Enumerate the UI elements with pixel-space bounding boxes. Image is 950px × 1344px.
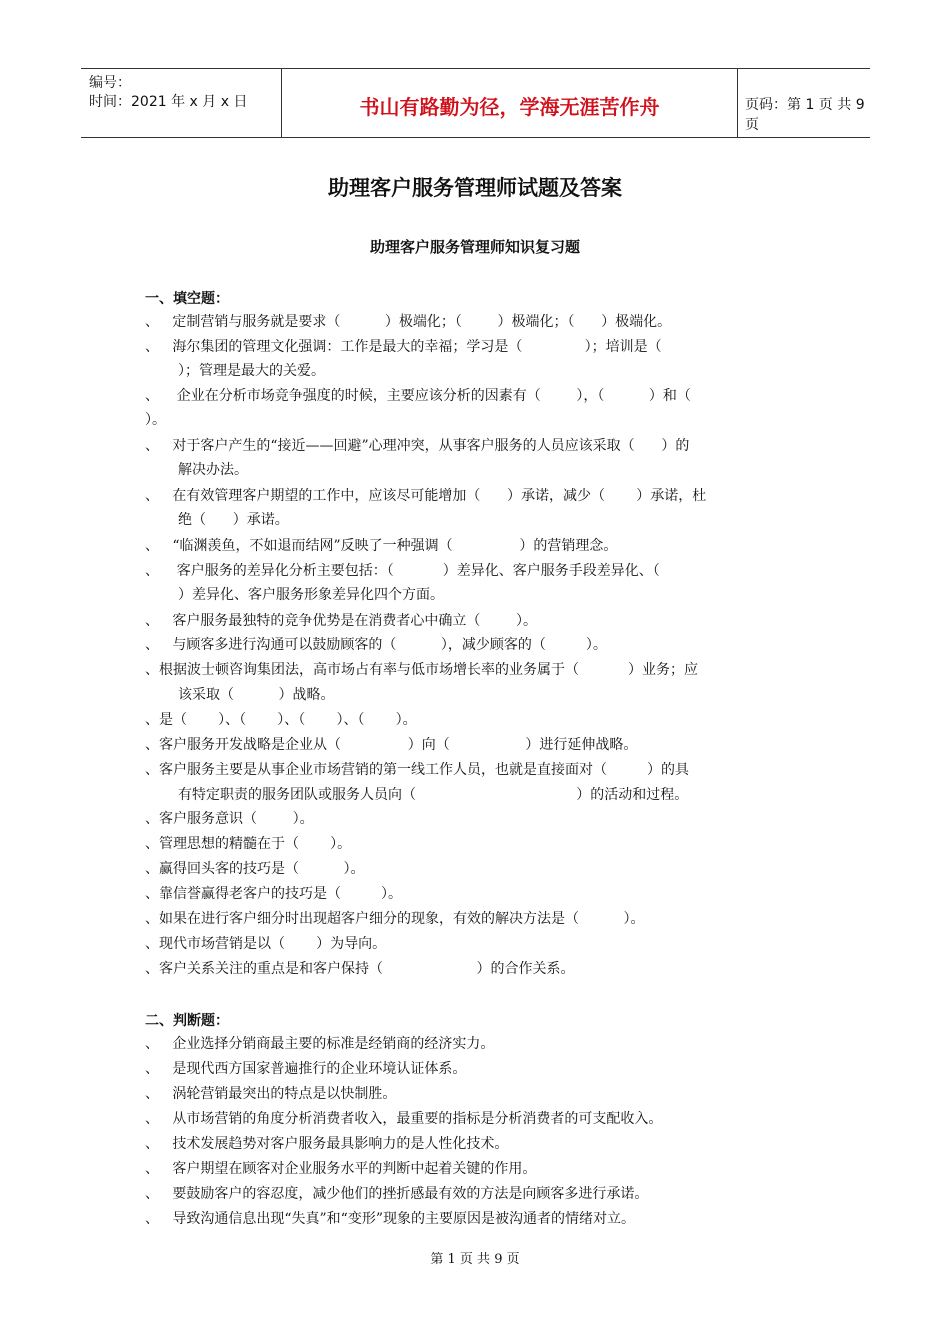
question-line-continued: 绝（ ）承诺。 xyxy=(178,512,289,528)
question-line: 、 定制营销与服务就是要求（ ）极端化；（ ）极端化；（ ）极端化。 xyxy=(145,314,672,330)
statement-line: 、 是现代西方国家普遍推行的企业环境认证体系。 xyxy=(145,1061,467,1077)
page-info: 页码：第 1 页 共 9 页 xyxy=(745,97,865,133)
number-label: 编号： xyxy=(89,75,131,91)
question-line: 、 “临渊羡鱼，不如退而结网”反映了一种强调（ ）的营销理念。 xyxy=(145,538,618,554)
header-right-cell xyxy=(737,69,870,137)
statement-line: 、 企业选择分销商最主要的标准是经销商的经济实力。 xyxy=(145,1036,495,1052)
statement-line: 、 涡轮营销最突出的特点是以快制胜。 xyxy=(145,1086,397,1102)
question-line: 、 海尔集团的管理文化强调：工作是最大的幸福；学习是（ ）；培训是（ xyxy=(145,339,662,355)
header-left-cell xyxy=(81,69,281,137)
question-line: 、 客户服务最独特的竞争优势是在消费者心中确立（ ）。 xyxy=(145,613,537,629)
page-footer: 第 1 页 共 9 页 xyxy=(430,1252,520,1267)
question-line-continued: 有特定职责的服务团队或服务人员向（ ）的活动和过程。 xyxy=(178,787,689,803)
question-line: 、如果在进行客户细分时出现超客户细分的现象，有效的解决方法是（ ）。 xyxy=(145,911,645,927)
header-motto-cell xyxy=(281,69,738,137)
question-line: 、客户服务主要是从事企业市场营销的第一线工作人员，也就是直接面对（ ）的具 xyxy=(145,762,690,778)
question-line-continued: ）；管理是最大的关爱。 xyxy=(178,363,325,379)
question-line: 、赢得回头客的技巧是（ ）。 xyxy=(145,861,365,877)
question-line: 、 对于客户产生的“接近——回避”心理冲突，从事客户服务的人员应该采取（ ）的 xyxy=(145,438,690,454)
statement-line: 、 客户期望在顾客对企业服务水平的判断中起着关键的作用。 xyxy=(145,1161,537,1177)
question-line: 、 企业在分析市场竞争强度的时候，主要应该分析的因素有（ ），（ ）和（ xyxy=(145,388,691,404)
question-line-continued: 该采取（ ）战略。 xyxy=(178,687,335,703)
statement-line: 、 要鼓励客户的容忍度，减少他们的挫折感最有效的方法是向顾客多进行承诺。 xyxy=(145,1186,649,1202)
question-line: 、客户关系关注的重点是和客户保持（ ）的合作关系。 xyxy=(145,961,575,977)
motto: 书山有路勤为径，学海无涯苦作舟 xyxy=(359,95,660,119)
question-line-continued: 解决办法。 xyxy=(178,462,248,478)
page-header xyxy=(81,68,870,138)
section-heading-fill-in: 一、填空题： xyxy=(145,291,229,307)
question-line: 、管理思想的精髓在于（ ）。 xyxy=(145,836,352,852)
question-line: 、 客户服务的差异化分析主要包括：（ ）差异化、客户服务手段差异化、（ xyxy=(145,563,660,579)
section-heading-true-false: 二、判断题： xyxy=(145,1013,229,1029)
time-label: 时间：2021 年 x 月 x 日 xyxy=(89,94,248,110)
document-subtitle: 助理客户服务管理师知识复习题 xyxy=(369,238,580,256)
statement-line: 、 技术发展趋势对客户服务最具影响力的是人性化技术。 xyxy=(145,1136,509,1152)
statement-line: 、 从市场营销的角度分析消费者收入，最重要的指标是分析消费者的可支配收入。 xyxy=(145,1111,663,1127)
question-line-continued: ）。 xyxy=(145,412,166,428)
question-line: 、靠信誉赢得老客户的技巧是（ ）。 xyxy=(145,886,403,902)
document-title: 助理客户服务管理师试题及答案 xyxy=(328,176,622,200)
question-line: 、现代市场营销是以（ ）为导向。 xyxy=(145,936,387,952)
question-line: 、客户服务开发战略是企业从（ ）向（ ）进行延伸战略。 xyxy=(145,737,638,753)
statement-line: 、 导致沟通信息出现“失真”和“变形”现象的主要原因是被沟通者的情绪对立。 xyxy=(145,1211,635,1227)
question-line: 、是（ ）、（ ）、（ ）、（ ）。 xyxy=(145,712,417,728)
question-line-continued: ）差异化、客户服务形象差异化四个方面。 xyxy=(178,587,444,603)
question-line: 、根据波士顿咨询集团法，高市场占有率与低市场增长率的业务属于（ ）业务；应 xyxy=(145,662,698,678)
question-line: 、 与顾客多进行沟通可以鼓励顾客的（ ），减少顾客的（ ）。 xyxy=(145,637,607,653)
question-line: 、 在有效管理客户期望的工作中，应该尽可能增加（ ）承诺，减少（ ）承诺，杜 xyxy=(145,488,707,504)
question-line: 、客户服务意识（ ）。 xyxy=(145,811,314,827)
